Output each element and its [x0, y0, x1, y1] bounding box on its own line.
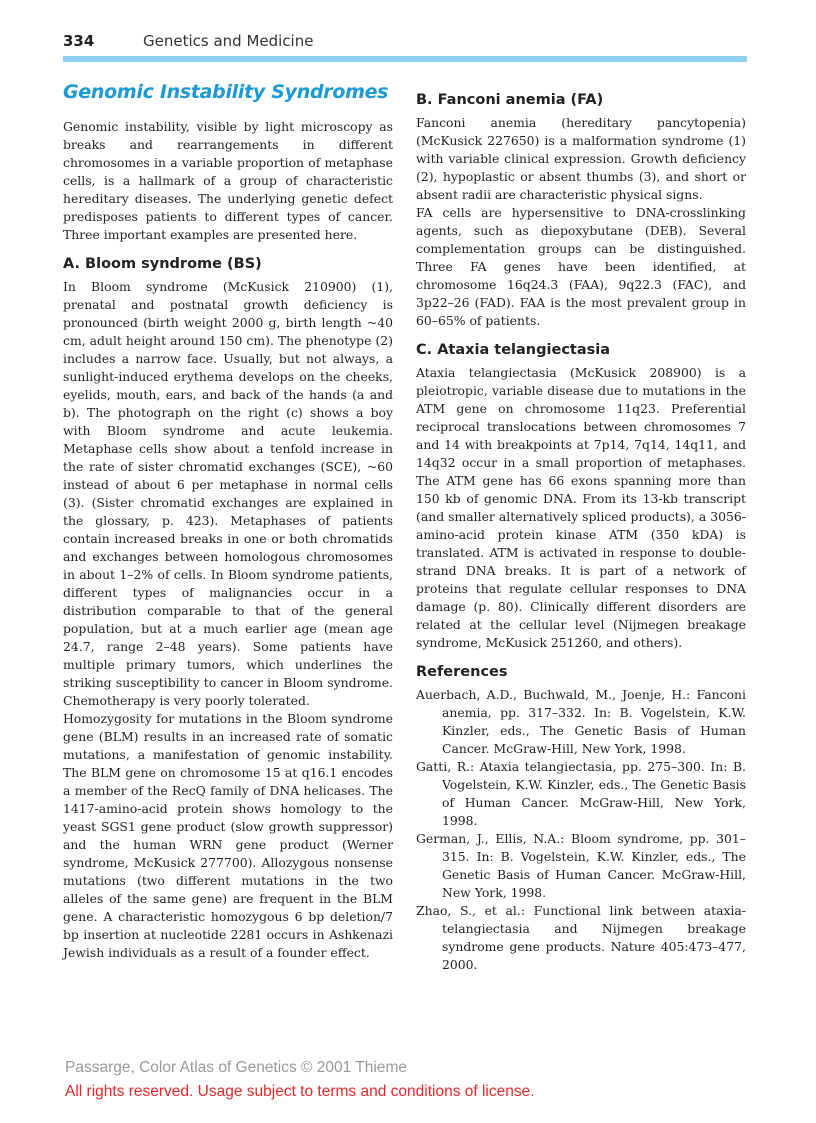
section-b-paragraph: FA cells are hypersensitive to DNA-crosslinking agents, such as diepoxybutane (DEB). Several complementation groups can be distinguished. Three FA genes have been identified, at chromosome 16q24.3 (FAA), 9q22.3 (FAC), and 3p22–26 (FAD). FAA is the most prevalent group in 60–65% of patients. — [416, 205, 746, 328]
left-column — [63, 80, 393, 962]
section-a-heading: A. Bloom syndrome (BS) — [63, 256, 262, 272]
reference-item: Auerbach, A.D., Buchwald, M., Joenje, H.: Fanconi anemia, pp. 317–332. In: B. Vogelstein, K.W. Kinzler, eds., The Genetic Basis of Human Cancer. McGraw-Hill, New York, 1998. — [416, 687, 746, 756]
section-a-paragraph: Homozygosity for mutations in the Bloom syndrome gene (BLM) results in an increased rate of somatic mutations, a manifestation of genomic instability. The BLM gene on chromosome 15 at q16.1 encodes a member of the RecQ family of DNA helicases. The 1417-amino-acid protein shows homology to the yeast SGS1 gene product (slow growth suppressor) and the human WRN gene product (Werner syndrome, McKusick 277700). Allozygous nonsense mutations (two different mutations in the two alleles of the same gene) are frequent in the BLM gene. A characteristic homozygous 6 bp deletion/7 bp insertion at nucleotide 2281 occurs in Ashkenazi Jewish individuals as a result of a founder effect. — [63, 711, 393, 960]
header-rule — [63, 56, 747, 62]
section-c-paragraph: Ataxia telangiectasia (McKusick 208900) is a pleiotropic, variable disease due to mutations in the ATM gene on chromosome 11q23. Preferential reciprocal translocations between chromosomes 7 and 14 with breakpoints at 7p14, 7q14, 14q11, and 14q32 occur in a small proportion of metaphases. The ATM gene has 66 exons spanning more than 150 kb of genomic DNA. From its 13-kb transcript (and smaller alternatively spliced products), a 3056-amino-acid protein kinase ATM (350 kDA) is translated. ATM is activated in response to double-strand DNA breaks. It is part of a network of proteins that regulate cellular responses to DNA damage (p. 80). Clinically different disorders are related at the cellular level (Nijmegen breakage syndrome, McKusick 251260, and others). — [416, 365, 746, 650]
references-heading: References — [416, 664, 508, 680]
reference-item: German, J., Ellis, N.A.: Bloom syndrome, pp. 301–315. In: B. Vogelstein, K.W. Kinzler, eds., The Genetic Basis of Human Cancer. McGraw-Hill, New York, 1998. — [416, 831, 746, 900]
reference-item: Zhao, S., et al.: Functional link between ataxia-telangiectasia and Nijmegen breakage syndrome gene products. Nature 405:473–477, 2000. — [416, 903, 746, 972]
license-notice: All rights reserved. Usage subject to terms and conditions of license. — [65, 1083, 535, 1100]
section-b-heading: B. Fanconi anemia (FA) — [416, 92, 604, 108]
page-title: Genomic Instability Syndromes — [63, 81, 389, 103]
running-title: Genetics and Medicine — [143, 32, 314, 50]
reference-item: Gatti, R.: Ataxia telangiectasia, pp. 275–300. In: B. Vogelstein, K.W. Kinzler, eds., The Genetic Basis of Human Cancer. McGraw-Hill, New York, 1998. — [416, 759, 746, 828]
page-number: 334 — [63, 32, 95, 50]
section-b-paragraph: Fanconi anemia (hereditary pancytopenia) (McKusick 227650) is a malformation syndrome (1) with variable clinical expression. Growth deficiency (2), hypoplastic or absent thumbs (3), and short or absent radii are characteristic physical signs. — [416, 115, 746, 202]
copyright-notice: Passarge, Color Atlas of Genetics © 2001 Thieme — [65, 1059, 407, 1076]
section-a-paragraph: In Bloom syndrome (McKusick 210900) (1), prenatal and postnatal growth deficiency is pronounced (birth weight 2000 g, birth length ~40 cm, adult height around 150 cm). The phenotype (2) includes a narrow face. Usually, but not always, a sunlight-induced erythema develops on the cheeks, eyelids, mouth, ears, and back of the hands (a and b). The photograph on the right (c) shows a boy with Bloom syndrome and acute leukemia. Metaphase cells show about a tenfold increase in the rate of sister chromatid exchanges (SCE), ~60 instead of about 6 per metaphase in normal cells (3). (Sister chromatid exchanges are explained in the glossary, p. 423). Metaphases of patients contain increased breaks in one or both chromatids and exchanges between homologous chromosomes in about 1–2% of cells. In Bloom syndrome patients, different types of malignancies occur in a distribution comparable to that of the general population, but at a much earlier age (mean age 24.7, range 2–48 years). Some patients have multiple primary tumors, which underlines the striking susceptibility to cancer in Bloom syndrome. Chemotherapy is very poorly tolerated. — [63, 279, 393, 708]
section-c-heading: C. Ataxia telangiectasia — [416, 342, 611, 358]
right-column — [416, 90, 746, 974]
running-header — [63, 32, 747, 54]
intro-paragraph: Genomic instability, visible by light microscopy as breaks and rearrangements in different chromosomes in a variable proportion of metaphase cells, is a hallmark of a group of characteristic hereditary diseases. The underlying genetic defect predisposes patients to different types of cancer. Three important examples are presented here. — [63, 119, 393, 242]
